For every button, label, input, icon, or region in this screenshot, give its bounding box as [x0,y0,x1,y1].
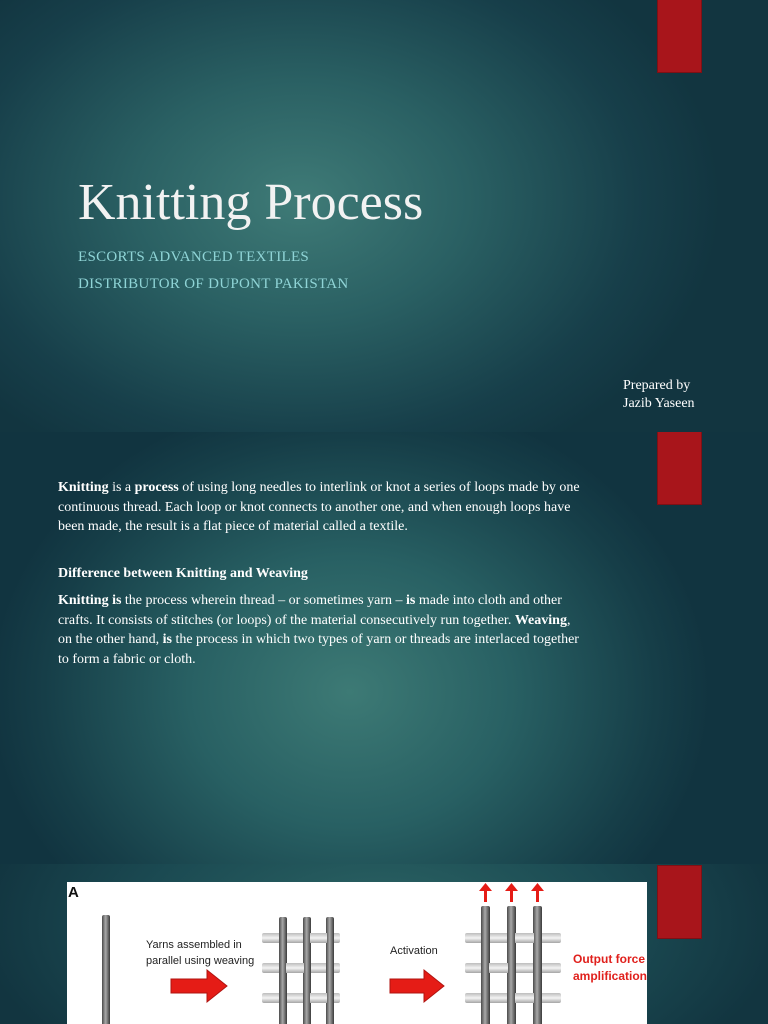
text-run: made into cloth and other crafts. It consists of stitches (or loops) of the material consecutively run together. [58,593,562,628]
term-knitting-is: Knitting is [58,593,122,608]
term-is: is [406,593,416,608]
text-run: , on the other hand, [58,612,571,647]
output-force-caption [573,951,647,985]
term-weaving: Weaving [514,612,567,628]
text-run: is a [108,480,135,495]
up-arrow-icons [479,883,544,902]
caption-line: parallel using weaving [146,955,255,967]
subtitle-line-1: ESCORTS ADVANCED TEXTILES [78,249,310,265]
difference-paragraph [58,591,586,669]
right-arrow-icon [171,970,227,1002]
term-knitting: Knitting [58,480,109,495]
author-name: Jazib Yaseen [623,396,695,411]
term-is: is [162,632,172,647]
step-activation-caption: Activation [390,945,438,957]
accent-tab [658,866,701,938]
figure-slide [0,864,768,1024]
accent-tab [658,0,701,72]
accent-tab [658,432,701,504]
caption-line: Output force [573,952,645,966]
text-run: of using long needles to interlink or knot a series of loops made by one continuous thread. Each loop or knot connects to another one, and when enough loops have been made, the result is a flat piece of material called a textile. [58,480,580,534]
right-arrow-icon [390,970,444,1002]
knitting-definition [58,478,586,537]
text-run: the process wherein thread – or sometimes yarn – [121,593,406,608]
subtitle-line-2: DISTRIBUTOR OF DUPONT PAKISTAN [78,276,349,292]
figure-label: A [68,884,79,901]
caption-line: Yarns assembled in [146,939,242,951]
step-weaving-caption [146,937,254,969]
woven-mesh-icon [262,917,340,1024]
text-run: the process in which two types of yarn or threads are interlaced together to form a fabric or cloth. [58,632,579,667]
title-slide [0,0,768,432]
caption-line: amplification [573,969,648,983]
single-yarn-icon [102,915,110,1024]
term-process: process [134,480,179,495]
text-slide [0,432,768,864]
slide-title: Knitting Process [78,174,424,231]
weaving-diagram [67,882,647,1024]
prepared-by-label: Prepared by [623,378,691,393]
section-heading: Difference between Knitting and Weaving [58,566,308,581]
activated-mesh-icon [465,906,561,1024]
